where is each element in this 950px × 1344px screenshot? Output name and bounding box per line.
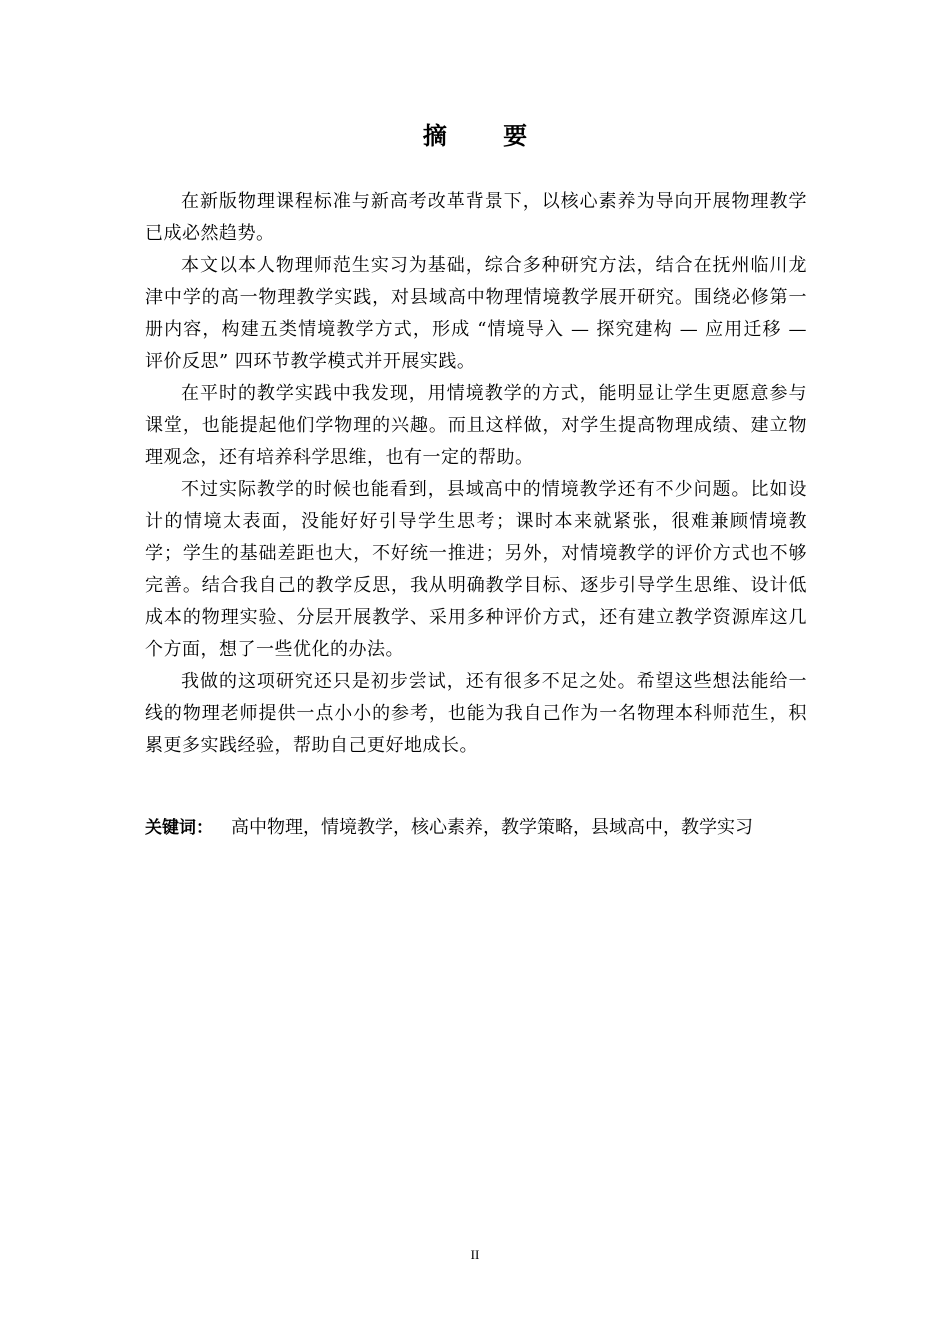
keywords-line: [145, 812, 825, 844]
page-title: 摘 要: [422, 122, 552, 150]
page-number: II: [470, 1247, 480, 1262]
abstract-paragraph-4: 不过实际教学的时候也能看到，县域高中的情境教学还有不少问题。比如设计的情境太表面，没能好好引导学生思考；课时本来就紧张，很难兼顾情境教学；学生的基础差距也大，不好统一推进；另外，对情境教学的评价方式也不够完善。结合我自己的教学反思，我从明确教学目标、逐步引导学生思维、设计低成本的物理实验、分层开展教学、采用多种评价方式，还有建立教学资源库这几个方面，想了一些优化的办法。: [145, 479, 807, 660]
abstract-paragraph-5: 我做的这项研究还只是初步尝试，还有很多不足之处。希望这些想法能给一线的物理老师提供一点小小的参考，也能为我自己作为一名物理本科师范生，积累更多实践经验，帮助自己更好地成长。: [145, 671, 807, 756]
keywords-values: 高中物理，情境教学，核心素养，教学策略，县域高中，教学实习: [231, 817, 753, 838]
abstract-body: [145, 186, 807, 762]
abstract-paragraph-1: 在新版物理课程标准与新高考改革背景下，以核心素养为导向开展物理教学已成必然趋势。: [145, 191, 807, 244]
abstract-paragraph-2: 本文以本人物理师范生实习为基础，综合多种研究方法，结合在抚州临川龙津中学的高一物理教学实践，对县域高中物理情境教学展开研究。围绕必修第一册内容，构建五类情境教学方式，形成 “情境导入 — 探究建构 — 应用迁移 — 评价反思” 四环节教学模式并开展实践。: [145, 255, 807, 372]
keywords-label: 关键词：: [145, 818, 213, 838]
abstract-paragraph-3: 在平时的教学实践中我发现，用情境教学的方式，能明显让学生更愿意参与课堂，也能提起他们学物理的兴趣。而且这样做，对学生提高物理成绩、建立物理观念，还有培养科学思维，也有一定的帮助。: [145, 383, 807, 468]
